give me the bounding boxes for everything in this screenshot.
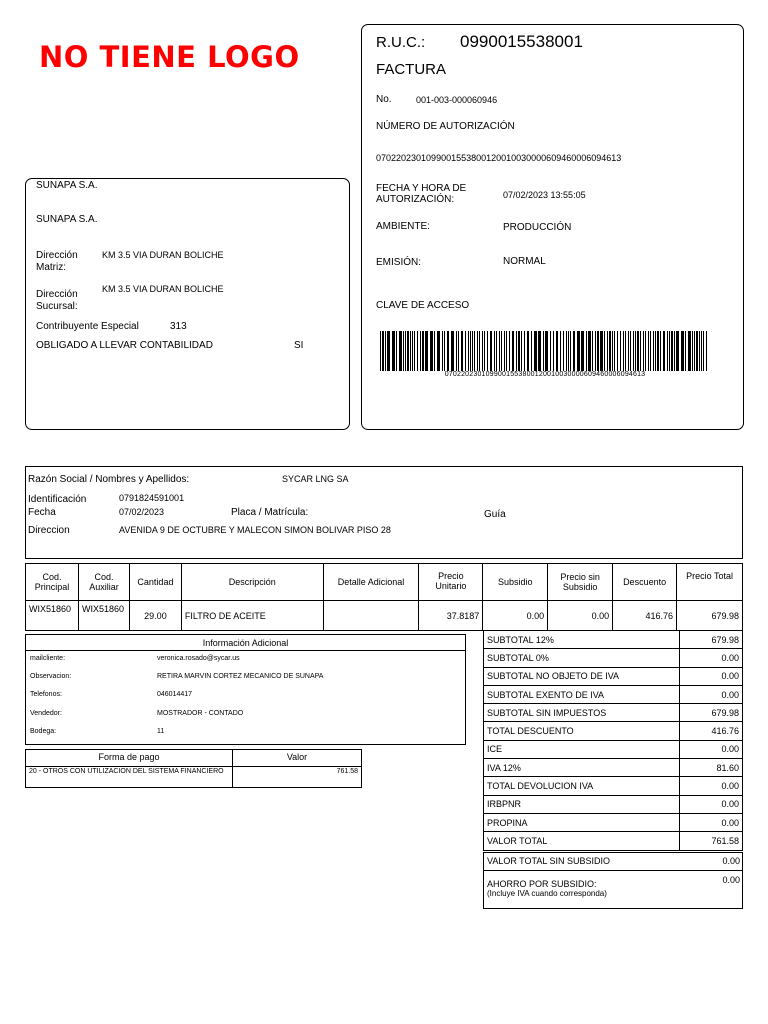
totals-row bbox=[484, 649, 743, 667]
totals-label: SUBTOTAL EXENTO DE IVA bbox=[484, 685, 680, 703]
totals-value: 679.98 bbox=[680, 631, 743, 649]
environment-value: PRODUCCIÓN bbox=[503, 222, 572, 233]
guide-label: Guía bbox=[484, 509, 506, 520]
savings-value: 0.00 bbox=[722, 875, 740, 885]
dir-matriz-label: Dirección Matriz: bbox=[36, 250, 78, 273]
totals-row bbox=[484, 777, 743, 795]
barcode-image bbox=[380, 331, 710, 371]
cell-descuento: 416.76 bbox=[613, 601, 677, 631]
cell-precio-unitario: 37.8187 bbox=[419, 601, 483, 631]
cell-subsidio: 0.00 bbox=[483, 601, 548, 631]
cell-cantidad: 29.00 bbox=[129, 601, 181, 631]
buyer-date: 07/02/2023 bbox=[119, 507, 165, 517]
auth-number-label: NÚMERO DE AUTORIZACIÓN bbox=[376, 121, 515, 132]
totals-label: VALOR TOTAL bbox=[484, 832, 680, 850]
payment-value-header: Valor bbox=[286, 752, 308, 762]
payment-method: 20 - OTROS CON UTILIZACION DEL SISTEMA FINANCIERO bbox=[29, 768, 224, 775]
totals-value: 416.76 bbox=[680, 722, 743, 740]
dir-sucursal-label: Dirección Sucursal: bbox=[36, 289, 78, 312]
totals-value: 0.00 bbox=[680, 685, 743, 703]
additional-label: mailcliente: bbox=[30, 655, 66, 662]
totals-label: SUBTOTAL NO OBJETO DE IVA bbox=[484, 667, 680, 685]
cell-cod-auxiliar: WIX51860 bbox=[78, 601, 129, 631]
col-header-detalle: Detalle Adicional bbox=[323, 564, 419, 601]
totals-label: SUBTOTAL 0% bbox=[484, 649, 680, 667]
totals-row bbox=[484, 667, 743, 685]
plate-label: Placa / Matrícula: bbox=[231, 507, 309, 518]
totals-value: 0.00 bbox=[680, 795, 743, 813]
totals-value: 761.58 bbox=[680, 832, 743, 850]
logo-placeholder-text: NO TIENE LOGO bbox=[39, 40, 300, 74]
totals-value: 81.60 bbox=[680, 759, 743, 777]
additional-value: 11 bbox=[157, 728, 165, 735]
company-name-2: SUNAPA S.A. bbox=[36, 214, 98, 225]
col-header-precio-sin-subsidio: Precio sin Subsidio bbox=[548, 564, 613, 601]
totals-row bbox=[484, 685, 743, 703]
totals-label: TOTAL DESCUENTO bbox=[484, 722, 680, 740]
additional-label: Observacion: bbox=[30, 673, 72, 680]
cell-descripcion: FILTRO DE ACEITE bbox=[181, 601, 323, 631]
additional-label: Bodega: bbox=[30, 728, 57, 735]
totals-label: SUBTOTAL 12% bbox=[484, 631, 680, 649]
col-header-descuento: Descuento bbox=[613, 564, 677, 601]
totals-value: 679.98 bbox=[680, 704, 743, 722]
col-header-descripcion: Descripción bbox=[181, 564, 323, 601]
col-header-cod-principal: Cod. Principal bbox=[26, 564, 79, 601]
auth-date-label: FECHA Y HORA DE AUTORIZACIÓN: bbox=[376, 183, 467, 205]
totals-value: 0.00 bbox=[680, 649, 743, 667]
col-header-precio-unitario: Precio Unitario bbox=[419, 564, 483, 601]
totals-label: TOTAL DEVOLUCION IVA bbox=[484, 777, 680, 795]
additional-label: Vendedor: bbox=[30, 710, 62, 717]
invoice-number-label: No. bbox=[376, 94, 392, 105]
totals-row bbox=[484, 795, 743, 813]
buyer-id-label: Identificación bbox=[28, 494, 87, 505]
invoice-number: 001-003-000060946 bbox=[416, 95, 498, 105]
payment-value: 761.58 bbox=[336, 768, 358, 775]
totals-row bbox=[484, 813, 743, 831]
additional-info-divider bbox=[25, 650, 466, 651]
totals-label: PROPINA bbox=[484, 813, 680, 831]
buyer-address: AVENIDA 9 DE OCTUBRE Y MALECON SIMON BOLIVAR PISO 28 bbox=[119, 525, 391, 535]
totals-row bbox=[484, 722, 743, 740]
obligado-value: SI bbox=[294, 340, 304, 351]
col-header-cod-auxiliar: Cod. Auxiliar bbox=[78, 564, 129, 601]
doc-type: FACTURA bbox=[376, 61, 447, 78]
savings-label: AHORRO POR SUBSIDIO: bbox=[487, 879, 597, 889]
dir-matriz-value: KM 3.5 VIA DURAN BOLICHE bbox=[102, 250, 224, 260]
totals-label: ICE bbox=[484, 740, 680, 758]
additional-label: Telefonos: bbox=[30, 691, 62, 698]
cell-precio-total: 679.98 bbox=[677, 601, 743, 631]
additional-value: veronica.rosado@sycar.us bbox=[157, 655, 240, 662]
additional-value: MOSTRADOR - CONTADO bbox=[157, 710, 244, 717]
subsidy-total-label: VALOR TOTAL SIN SUBSIDIO bbox=[487, 856, 611, 866]
totals-row bbox=[484, 832, 743, 850]
cell-cod-principal: WIX51860 bbox=[26, 601, 79, 631]
totals-table bbox=[483, 630, 743, 851]
environment-label: AMBIENTE: bbox=[376, 221, 430, 232]
totals-label: IVA 12% bbox=[484, 759, 680, 777]
cell-detalle bbox=[323, 601, 419, 631]
col-header-precio-total: Precio Total bbox=[677, 564, 743, 601]
auth-number: 0702202301099001553800120010030000609460006094613 bbox=[376, 153, 622, 163]
payment-method-header: Forma de pago bbox=[98, 752, 160, 762]
ruc-value: 0990015538001 bbox=[460, 32, 583, 51]
subsidy-total-value: 0.00 bbox=[722, 856, 740, 866]
emission-value: NORMAL bbox=[503, 256, 546, 267]
col-header-subsidio: Subsidio bbox=[483, 564, 548, 601]
col-header-cantidad: Cantidad bbox=[129, 564, 181, 601]
totals-value: 0.00 bbox=[680, 667, 743, 685]
totals-row bbox=[484, 740, 743, 758]
table-row bbox=[26, 601, 743, 631]
totals-row bbox=[484, 704, 743, 722]
buyer-name: SYCAR LNG SA bbox=[282, 474, 349, 484]
cell-precio-sin-subsidio: 0.00 bbox=[548, 601, 613, 631]
additional-value: 046014417 bbox=[157, 691, 193, 698]
buyer-id: 0791824591001 bbox=[119, 493, 185, 503]
additional-value: RETIRA MARVIN CORTEZ MECANICO DE SUNAPA bbox=[157, 673, 324, 680]
totals-value: 0.00 bbox=[680, 740, 743, 758]
buyer-name-label: Razón Social / Nombres y Apellidos: bbox=[28, 474, 190, 485]
savings-note: (Incluye IVA cuando corresponda) bbox=[487, 889, 607, 898]
obligado-label: OBLIGADO A LLEVAR CONTABILIDAD bbox=[36, 340, 213, 351]
additional-info-title: Información Adicional bbox=[202, 638, 289, 648]
company-name-1: SUNAPA S.A. bbox=[36, 180, 98, 191]
items-table bbox=[25, 563, 743, 631]
totals-label: IRBPNR bbox=[484, 795, 680, 813]
buyer-date-label: Fecha bbox=[28, 507, 56, 518]
ruc-label: R.U.C.: bbox=[376, 34, 426, 51]
dir-sucursal-value: KM 3.5 VIA DURAN BOLICHE bbox=[102, 284, 224, 294]
access-key-label: CLAVE DE ACCESO bbox=[376, 300, 470, 311]
contrib-value: 313 bbox=[170, 321, 187, 332]
auth-date: 07/02/2023 13:55:05 bbox=[503, 190, 586, 200]
totals-value: 0.00 bbox=[680, 777, 743, 795]
contrib-label: Contribuyente Especial bbox=[36, 321, 139, 332]
subsidy-divider bbox=[483, 870, 743, 871]
emission-label: EMISIÓN: bbox=[376, 257, 422, 268]
totals-row bbox=[484, 759, 743, 777]
barcode-text: 0702202301099001553800120010030000609460006094613 bbox=[444, 371, 646, 378]
totals-label: SUBTOTAL SIN IMPUESTOS bbox=[484, 704, 680, 722]
totals-row bbox=[484, 631, 743, 649]
totals-value: 0.00 bbox=[680, 813, 743, 831]
buyer-address-label: Direccion bbox=[28, 525, 70, 536]
